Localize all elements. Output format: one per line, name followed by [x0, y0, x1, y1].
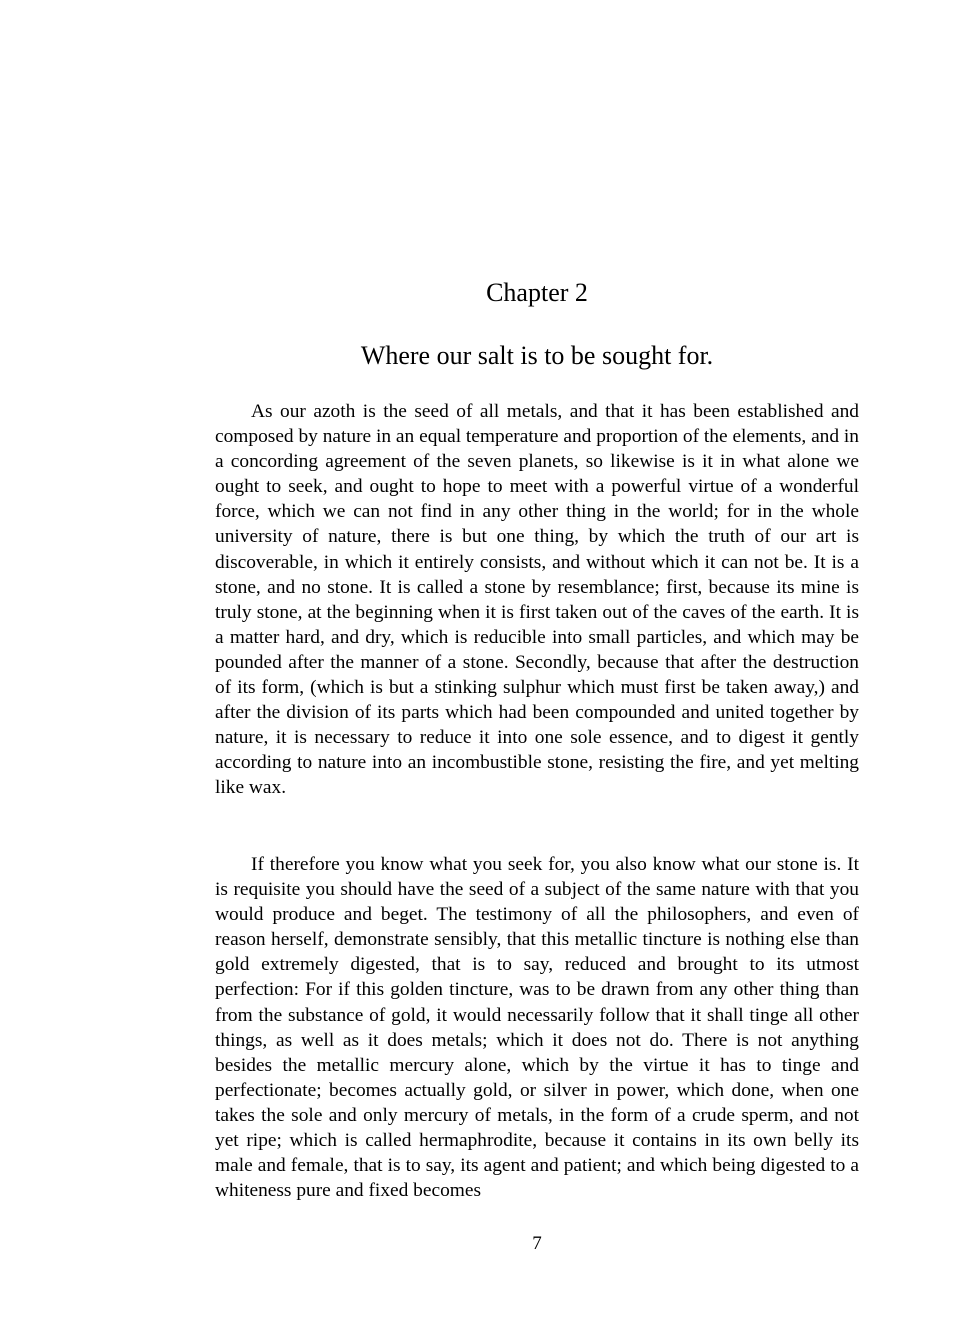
body-paragraph-2: If therefore you know what you seek for, you also know what our stone is. It is requisite you should have the seed of a subject of the same nature with that you would produce and beget. The testimony of all the philosophers, and even of reason herself, demonstrate sensibly, that this metallic tincture is nothing else than gold extremely digested, that is to say, reduced and brought to its utmost perfection: For if this golden tincture, was to be drawn from any other thing than from the substance of gold, it would necessarily follow that it shall tinge all other things, as well as it does metals; which it does not do. There is not anything besides the metallic mercury alone, which by the virtue it has to tinge and perfectionate; becomes actually gold, or silver in power, which done, when one takes the sole and only mercury of metals, in the form of a crude sperm, and not yet ripe; which is called hermaphrodite, because it contains in its own belly its male and female, that is to say, its agent and patient; and which being digested to a whiteness pure and fixed becomes — [215, 854, 859, 1202]
body-paragraph-1: As our azoth is the seed of all metals, and that it has been established and composed by nature in an equal temperature and proportion of the elements, and in a concording agreement of the seven planets, so likewise is it in what alone we ought to seek, and ought to hope to meet with a powerful virtue of a wonderful force, which we can not find in any other thing in the world; for in the whole university of nature, there is but one thing, by which the truth of our art is discoverable, in which it entirely consists, and without which it can not be. It is a stone, and no stone. It is called a stone by resemblance; first, because its mine is truly stone, at the beginning when it is first taken out of the caves of the earth. It is a matter hard, and dry, which is reducible into small particles, and which may be pounded after the manner of a stone. Secondly, because that after the destruction of its form, (which is but a stinking sulphur which must first be taken away,) and after the division of its parts which had been compounded and united together by nature, it is necessary to reduce it into one sole essence, and to digest it gently according to nature into an incombustible stone, resisting the fire, and yet melting like wax. — [215, 401, 859, 799]
page-number: 7 — [532, 1233, 542, 1254]
chapter-number: Chapter 2 — [486, 278, 588, 307]
chapter-title: Where our salt is to be sought for. — [360, 341, 714, 370]
